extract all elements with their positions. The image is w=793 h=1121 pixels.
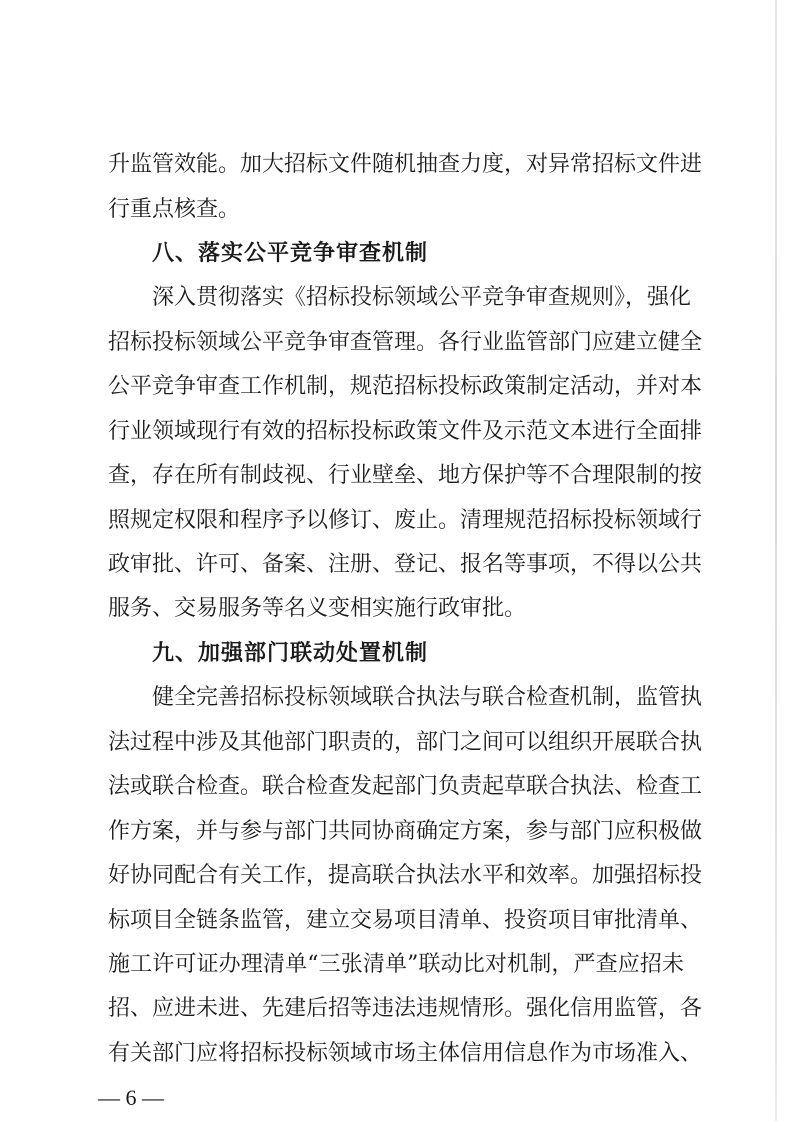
body-line: 服务、交易服务等名义变相实施行政审批。 (108, 596, 527, 621)
body-line: 行业领域现行有效的招标投标政策文件及示范文本进行全面排 (108, 419, 703, 444)
body-line: 深入贯彻落实《招标投标领域公平竞争审查规则》，强化 (152, 285, 692, 310)
body-line: 好协同配合有关工作，提高联合执法水平和效率。加强招标投 (108, 863, 703, 888)
body-line: 招、应进未进、先建后招等违法违规情形。强化信用监管，各 (108, 996, 703, 1021)
section-heading-9: 九、加强部门联动处置机制 (152, 641, 429, 666)
body-line: 招标投标领域公平竞争审查管理。各行业监管部门应建立健全 (108, 330, 703, 355)
body-line: 法过程中涉及其他部门职责的，部门之间可以组织开展联合执 (108, 730, 703, 755)
body-line: 政审批、许可、备案、注册、登记、报名等事项，不得以公共 (108, 552, 703, 577)
body-line: 法或联合检查。联合检查发起部门负责起草联合执法、检查工 (108, 774, 703, 799)
page-number: — 6 — (98, 1085, 164, 1110)
body-line: 有关部门应将招标投标领域市场主体信用信息作为市场准入、 (108, 1041, 703, 1066)
body-line: 公平竞争审查工作机制，规范招标投标政策制定活动，并对本 (108, 374, 703, 399)
section-heading-8: 八、落实公平竞争审查机制 (152, 241, 429, 266)
body-line: 升监管效能。加大招标文件随机抽查力度，对异常招标文件进 (108, 152, 703, 177)
scan-edge (775, 0, 777, 1121)
body-line: 施工许可证办理清单“三张清单”联动比对机制，严查应招未 (108, 952, 684, 977)
body-line: 作方案，并与参与部门共同协商确定方案，参与部门应积极做 (108, 819, 703, 844)
body-line: 查，存在所有制歧视、行业壁垒、地方保护等不合理限制的按 (108, 463, 703, 488)
body-line: 标项目全链条监管，建立交易项目清单、投资项目审批清单、 (108, 908, 703, 933)
body-line: 行重点核查。 (108, 197, 241, 222)
body-line: 健全完善招标投标领域联合执法与联合检查机制，监管执 (152, 685, 703, 710)
body-line: 照规定权限和程序予以修订、废止。清理规范招标投标领域行 (108, 508, 703, 533)
